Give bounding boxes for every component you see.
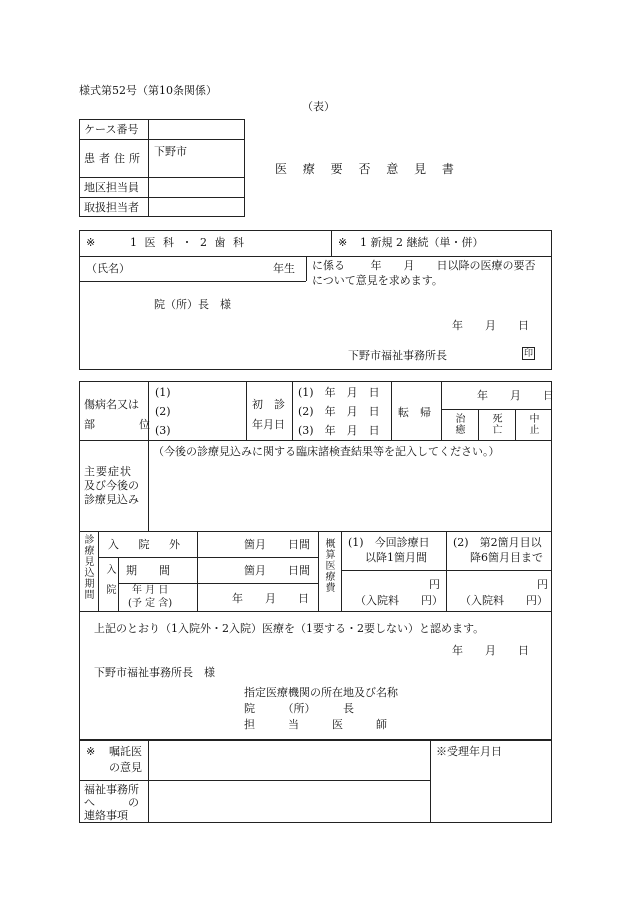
seal-mark: 印 <box>523 349 533 359</box>
received-date-label: ※受理年月日 <box>436 745 502 758</box>
form-side: （表） <box>302 100 335 113</box>
disease-item-2[interactable]: (2) <box>155 405 171 418</box>
inpatient-period[interactable]: 箇月 日間 <box>244 564 310 577</box>
form-number: 様式第52号（第10条関係） <box>79 84 217 97</box>
birth-year-label: 年生 <box>273 262 295 275</box>
request-date: 年 月 日 <box>452 319 529 332</box>
inpatient-period-label: 期 間 <box>126 564 170 577</box>
handling-officer-label: 取扱担当者 <box>84 201 139 214</box>
outpatient-label: 入 院 外 <box>108 538 188 551</box>
visit-date-1[interactable]: (1) 年 月 日 <box>298 386 380 399</box>
patient-name-label: （氏名） <box>86 262 130 275</box>
patient-address-value[interactable]: 下野市 <box>154 145 187 158</box>
cost-col1-yen[interactable]: 円 <box>429 578 440 591</box>
disease-label-2: 部 位 <box>84 418 150 431</box>
case-number-label: ケース番号 <box>84 123 139 136</box>
mark-asterisk-1: ※ <box>86 236 96 249</box>
inpatient-date[interactable]: 年 月 日 <box>232 592 309 605</box>
visit-date-2[interactable]: (2) 年 月 日 <box>298 405 380 418</box>
cost-col2-line2: 降6箇月目まで <box>470 551 543 564</box>
inpatient-date-label-1: 年 月 日 <box>132 585 169 596</box>
facility-label: 指定医療機関の所在地及び名称 <box>244 686 398 699</box>
disease-item-3[interactable]: (3) <box>155 424 171 437</box>
outcome-stopped[interactable]: 中止 <box>527 413 538 435</box>
cost-col1-line1: (1) 今回診療日 <box>348 536 430 549</box>
first-visit-date-label: 年月日 <box>252 418 285 431</box>
request-type-options: 1 新規 2 継続（単・併） <box>360 236 484 249</box>
cost-col2-hospital-fee[interactable]: （入院料 円） <box>460 594 548 607</box>
cost-col1-hospital-fee[interactable]: （入院料 円） <box>355 594 443 607</box>
outpatient-period[interactable]: 箇月 日間 <box>244 538 310 551</box>
opinion-addressee: 下野市福祉事務所長 様 <box>94 666 215 679</box>
disease-item-1[interactable]: (1) <box>155 386 171 399</box>
symptoms-label-3: 診療見込み <box>84 493 139 506</box>
document-title: 医 療 要 否 意 見 書 <box>275 162 460 176</box>
office-contact-label-3: 連絡事項 <box>84 809 128 822</box>
director-label: 院 （所） 長 <box>244 702 354 715</box>
hospital-director-addressee: 院（所）長 様 <box>154 298 231 311</box>
outcome-cured[interactable]: 治癒 <box>453 413 464 435</box>
district-officer-label: 地区担当員 <box>84 181 139 194</box>
outcome-date[interactable]: 年 月 日 <box>477 389 554 402</box>
inpatient-label: 入院 <box>104 564 115 604</box>
request-regarding-line1: に係る 年 月 日以降の医療の要否 <box>312 259 536 272</box>
visit-date-3[interactable]: (3) 年 月 日 <box>298 424 380 437</box>
cost-col2-yen[interactable]: 円 <box>537 578 548 591</box>
office-contact-label-1: 福祉事務所 <box>84 783 139 796</box>
office-contact-label-2: へ の <box>84 796 139 809</box>
attending-doctor-label: 担 当 医 師 <box>244 718 387 731</box>
patient-address-label: 患者住所 <box>84 152 144 165</box>
estimated-cost-label: 概算医療費 <box>323 538 334 593</box>
symptoms-note: （今後の診療見込みに関する臨床諸検査結果等を記入してください。） <box>153 445 500 458</box>
outcome-died[interactable]: 死亡 <box>490 413 501 435</box>
opinion-date[interactable]: 年 月 日 <box>452 644 529 657</box>
symptoms-label-1: 主要症状 <box>84 465 132 478</box>
cost-col2-line1: (2) 第2箇月目以 <box>453 536 542 549</box>
disease-label-1: 傷病名又は <box>84 398 139 411</box>
opinion-statement: 上記のとおり（1入院外・2入院）医療を（1要する・2要しない）と認めます。 <box>94 622 485 635</box>
request-regarding-line2: について意見を求めます。 <box>312 274 443 287</box>
symptoms-label-2: 及び今後の <box>84 479 139 492</box>
inpatient-date-label-2: (予 定 含) <box>128 598 173 609</box>
mark-asterisk-2: ※ <box>338 236 348 249</box>
consult-label-2: の意見 <box>109 761 142 774</box>
consult-mark: ※ <box>86 745 96 758</box>
first-visit-label: 初 診 <box>252 398 285 411</box>
consult-label-1: 嘱託医 <box>109 745 142 758</box>
period-label: 診療見込期間 <box>82 534 93 600</box>
cost-col1-line2: 以降1箇月間 <box>365 551 427 564</box>
department-options: 1 医 科 ・ 2 歯 科 <box>130 236 244 249</box>
request-section <box>79 230 552 370</box>
office-head-signature: 下野市福祉事務所長 <box>348 349 447 362</box>
outcome-label: 転 帰 <box>398 406 431 419</box>
